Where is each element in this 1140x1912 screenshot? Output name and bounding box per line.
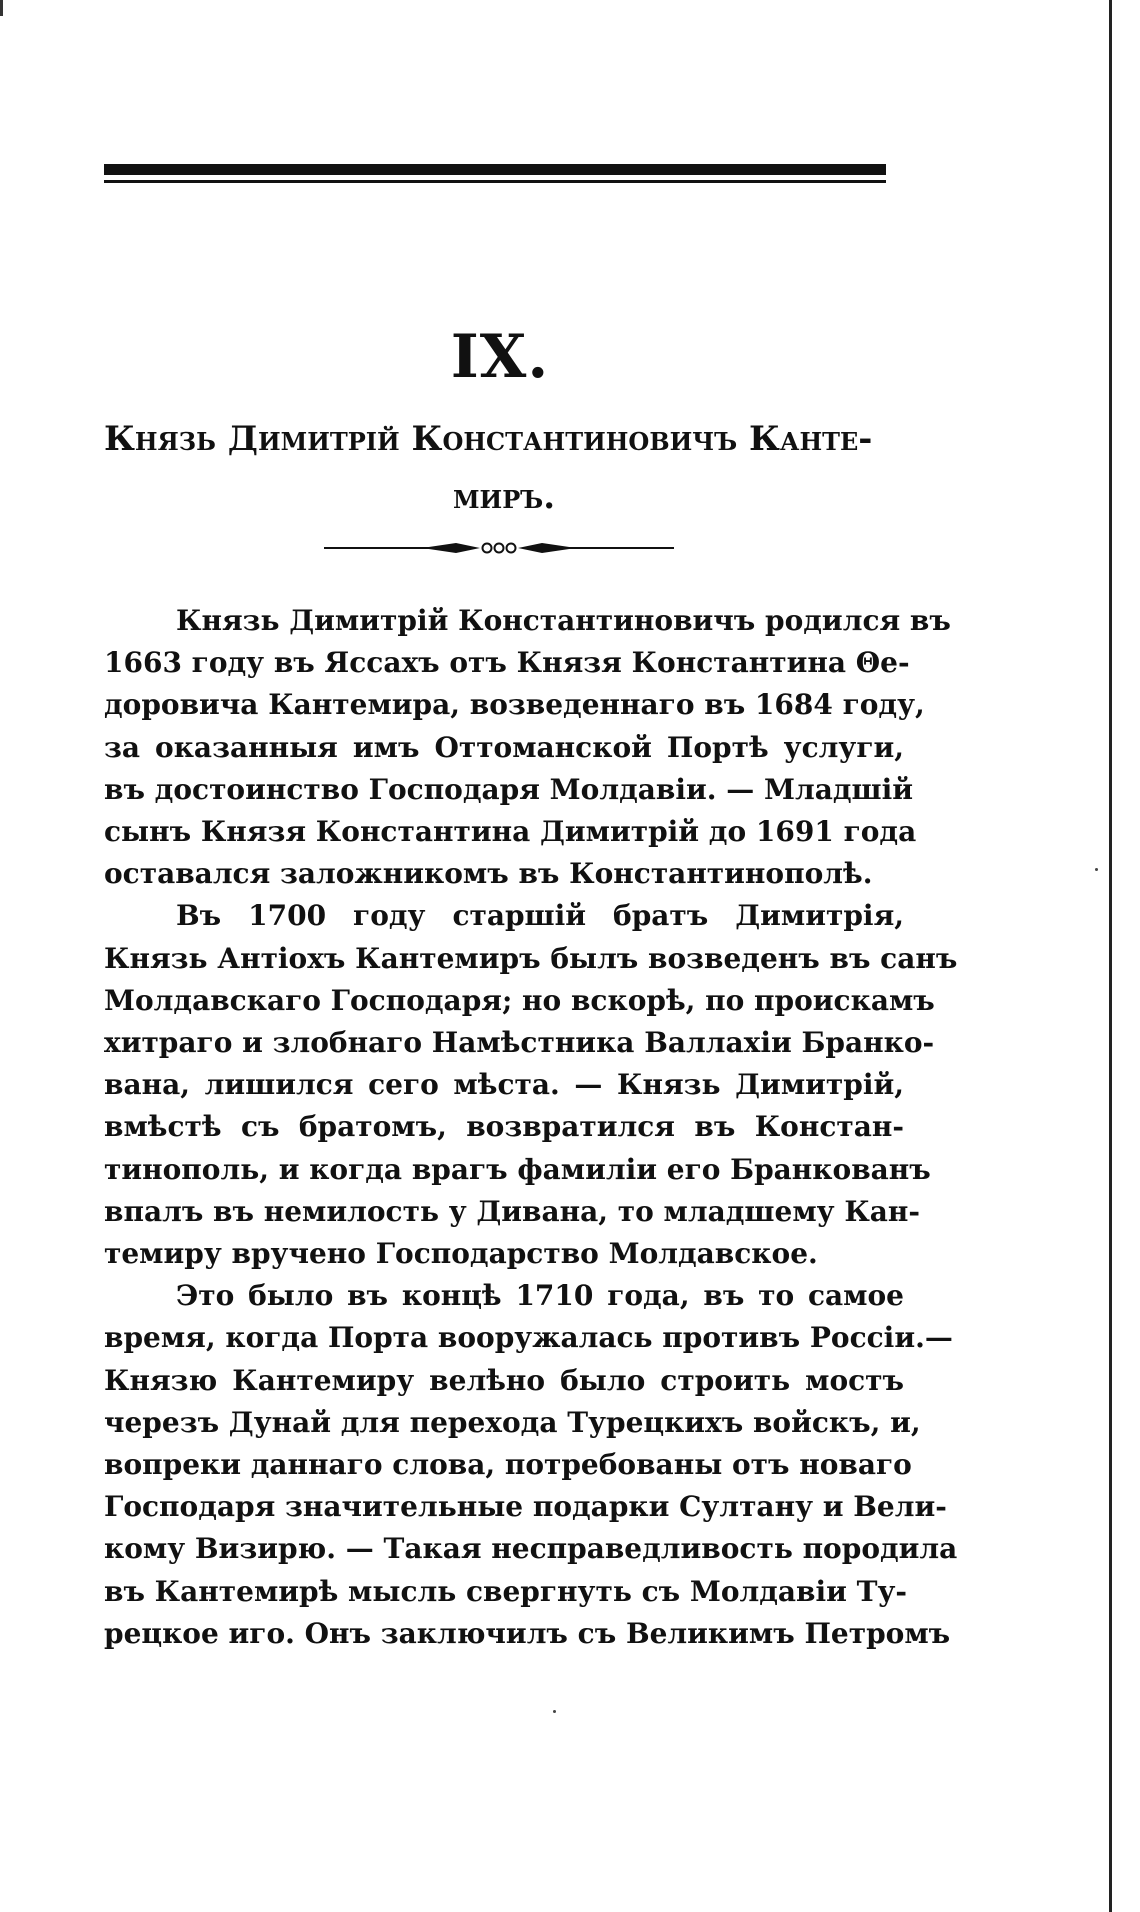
body-line: Господаря значительные подарки Султану и Вели- (104, 1490, 947, 1524)
body-line: за оказанныя имъ Оттоманской Портѣ услуги, (104, 730, 904, 764)
scan-edge-mark (0, 0, 3, 16)
header-rule-thick (104, 164, 886, 175)
body-line: хитраго и злобнаго Намѣстника Валлахіи Бранко- (104, 1026, 935, 1060)
body-line: кому Визирю. — Такая несправедливость породила (104, 1532, 958, 1566)
page-edge-line (1109, 0, 1112, 1912)
header-rule-thin (104, 180, 886, 183)
scan-speck (1095, 868, 1098, 871)
body-line: вмѣстѣ съ братомъ, возвратился въ Констан- (104, 1110, 904, 1144)
body-line: Князь Антіохъ Кантемиръ былъ возведенъ въ санъ (104, 941, 958, 975)
body-line: время, когда Порта вооружалась противъ Россіи.— (104, 1321, 953, 1355)
body-line: въ Кантемирѣ мысль свергнуть съ Молдавіи Ту- (104, 1574, 908, 1608)
body-line: черезъ Дунай для перехода Турецкихъ войскъ, и, (104, 1405, 921, 1439)
body-line: сынъ Князя Константина Димитрій до 1691 года (104, 815, 917, 849)
chapter-numeral: IX. (450, 322, 550, 392)
body-line: Молдавскаго Господаря; но вскорѣ, по проискамъ (104, 983, 935, 1017)
body-line: въ достоинство Господаря Молдавіи. — Младшій (104, 772, 914, 806)
header-double-rule (104, 164, 886, 183)
body-line: Князю Кантемиру велѣно было строить мостъ (104, 1363, 904, 1397)
chapter-title (104, 410, 904, 526)
body-line: впалъ въ немилость у Дивана, то младшему Кан- (104, 1194, 921, 1228)
body-line: оставался заложникомъ въ Константинополѣ. (104, 857, 873, 891)
ornament-divider (324, 535, 674, 561)
chapter-title-line-1: Князь Димитрій Константиновичъ Канте- (104, 419, 873, 459)
scan-speck (553, 1710, 556, 1713)
body-line: 1663 году въ Яссахъ отъ Князя Константина Θе- (104, 646, 910, 680)
body-line: тинополь, и когда врагъ фамиліи его Бранкованъ (104, 1152, 931, 1186)
body-line: вана, лишился сего мѣста. — Князь Димитрій, (104, 1068, 904, 1102)
body-line: вопреки даннаго слова, потребованы отъ новаго (104, 1448, 912, 1482)
body-line: доровича Кантемира, возведеннаго въ 1684 году, (104, 688, 925, 722)
chapter-title-line-2: миръ. (452, 477, 556, 517)
body-line: Въ 1700 году старшій братъ Димитрія, (176, 899, 904, 933)
body-line: Князь Димитрій Константиновичъ родился въ (176, 604, 951, 637)
body-text (104, 600, 958, 1655)
body-line: рецкое иго. Онъ заключилъ съ Великимъ Петромъ (104, 1616, 951, 1650)
body-line: Это было въ концѣ 1710 года, въ то самое (176, 1279, 904, 1313)
body-line: темиру вручено Господарство Молдавское. (104, 1237, 818, 1271)
